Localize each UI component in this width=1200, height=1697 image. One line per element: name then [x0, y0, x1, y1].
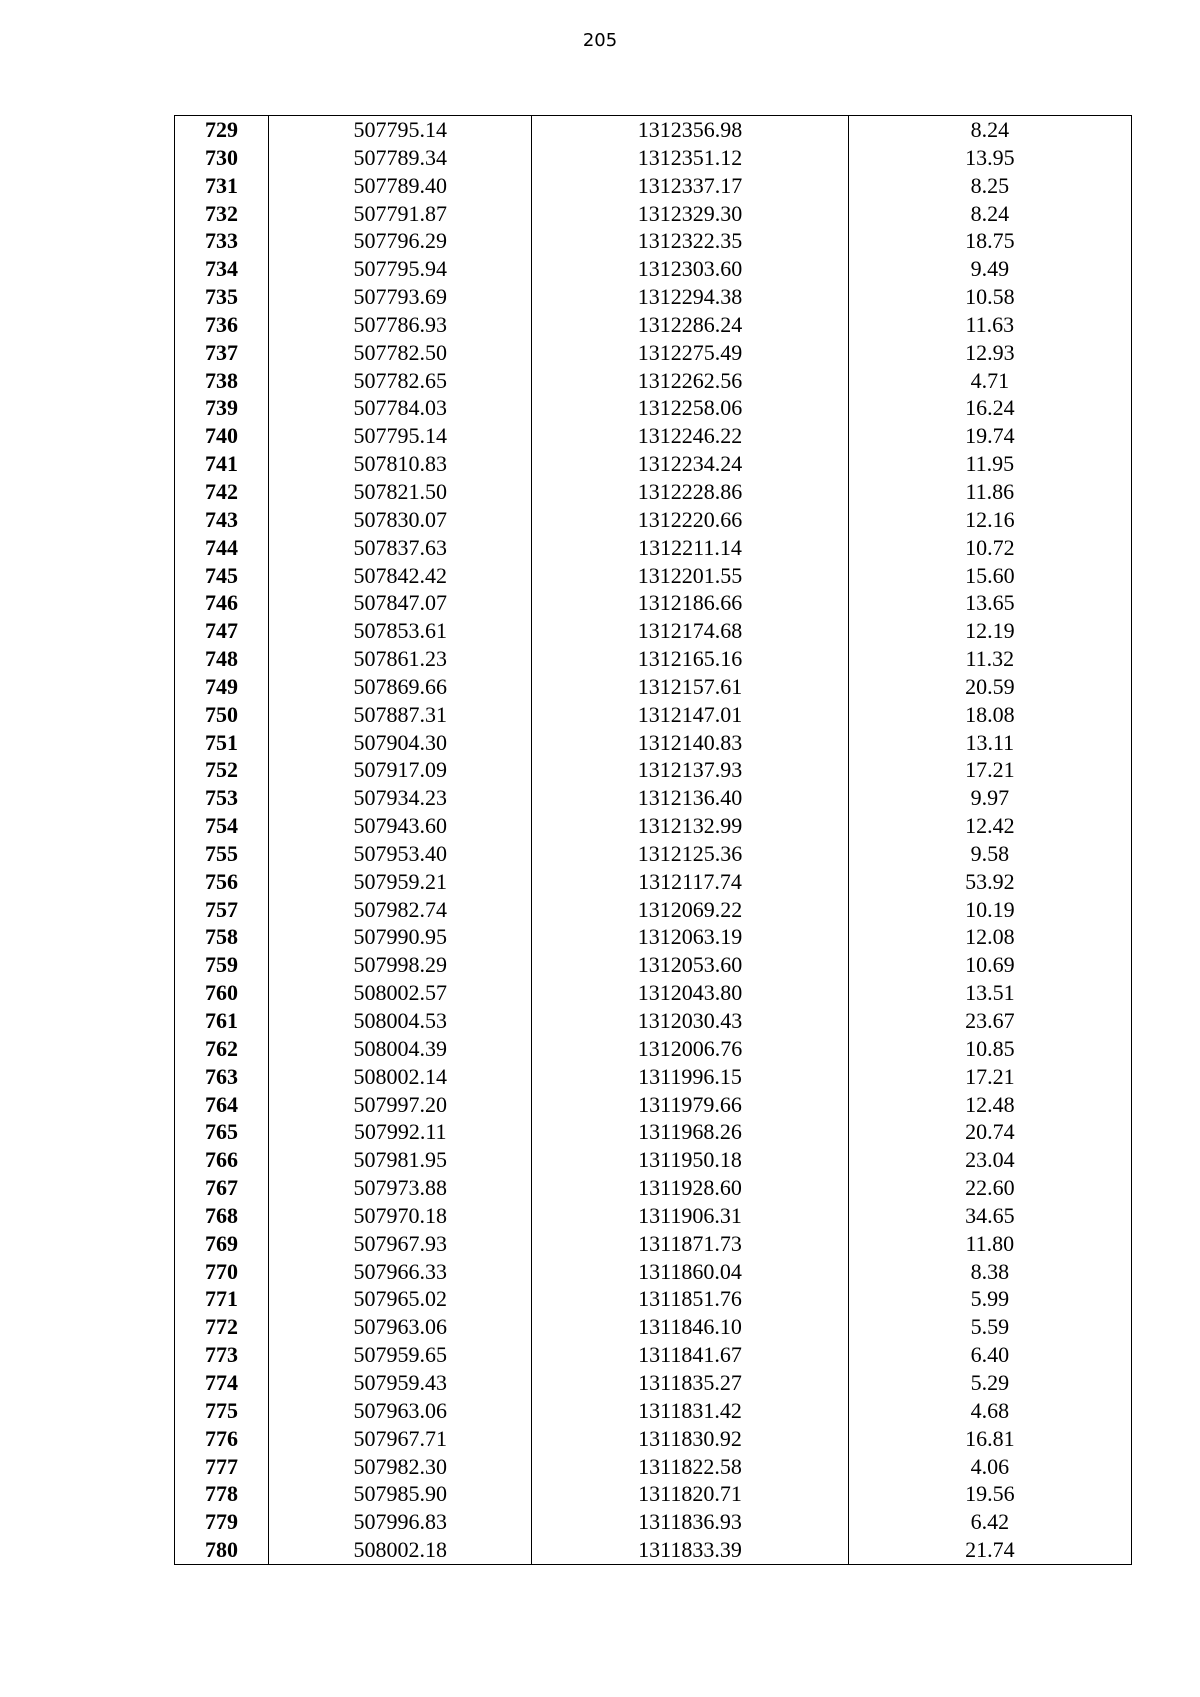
page-number: 205 [582, 30, 618, 51]
x-coordinate-cell: 507795.14 [269, 116, 532, 144]
y-coordinate-cell: 1311996.15 [532, 1063, 848, 1091]
x-coordinate-cell: 507990.95 [269, 923, 532, 951]
distance-cell: 12.48 [848, 1091, 1131, 1119]
x-coordinate-cell: 507985.90 [269, 1480, 532, 1508]
point-number-cell: 775 [175, 1397, 269, 1425]
table-row [175, 478, 1132, 506]
x-coordinate-cell: 507982.30 [269, 1453, 532, 1481]
x-coordinate-cell: 507782.65 [269, 367, 532, 395]
table-row [175, 840, 1132, 868]
y-coordinate-cell: 1312136.40 [532, 784, 848, 812]
y-coordinate-cell: 1311831.42 [532, 1397, 848, 1425]
table-row [175, 339, 1132, 367]
y-coordinate-cell: 1312006.76 [532, 1035, 848, 1063]
point-number-cell: 729 [175, 116, 269, 144]
x-coordinate-cell: 508002.14 [269, 1063, 532, 1091]
distance-cell: 9.58 [848, 840, 1131, 868]
y-coordinate-cell: 1311841.67 [532, 1341, 848, 1369]
x-coordinate-cell: 507953.40 [269, 840, 532, 868]
distance-cell: 11.32 [848, 645, 1131, 673]
y-coordinate-cell: 1312234.24 [532, 450, 848, 478]
distance-cell: 6.42 [848, 1508, 1131, 1536]
x-coordinate-cell: 508002.57 [269, 979, 532, 1007]
table-row [175, 1536, 1132, 1564]
point-number-cell: 748 [175, 645, 269, 673]
table-row [175, 562, 1132, 590]
x-coordinate-cell: 507810.83 [269, 450, 532, 478]
table-row [175, 1091, 1132, 1119]
y-coordinate-cell: 1312322.35 [532, 227, 848, 255]
y-coordinate-cell: 1311906.31 [532, 1202, 848, 1230]
distance-cell: 18.08 [848, 701, 1131, 729]
x-coordinate-cell: 507967.93 [269, 1230, 532, 1258]
y-coordinate-cell: 1312140.83 [532, 729, 848, 757]
distance-cell: 5.99 [848, 1285, 1131, 1313]
table-row [175, 1369, 1132, 1397]
distance-cell: 21.74 [848, 1536, 1131, 1564]
distance-cell: 22.60 [848, 1174, 1131, 1202]
table-row [175, 701, 1132, 729]
table-row [175, 1258, 1132, 1286]
point-number-cell: 752 [175, 756, 269, 784]
distance-cell: 12.19 [848, 617, 1131, 645]
point-number-cell: 747 [175, 617, 269, 645]
y-coordinate-cell: 1312246.22 [532, 422, 848, 450]
point-number-cell: 739 [175, 394, 269, 422]
x-coordinate-cell: 507869.66 [269, 673, 532, 701]
table-row [175, 116, 1132, 144]
y-coordinate-cell: 1312125.36 [532, 840, 848, 868]
y-coordinate-cell: 1312258.06 [532, 394, 848, 422]
y-coordinate-cell: 1312132.99 [532, 812, 848, 840]
distance-cell: 17.21 [848, 756, 1131, 784]
y-coordinate-cell: 1312303.60 [532, 255, 848, 283]
y-coordinate-cell: 1312165.16 [532, 645, 848, 673]
point-number-cell: 733 [175, 227, 269, 255]
distance-cell: 9.49 [848, 255, 1131, 283]
point-number-cell: 779 [175, 1508, 269, 1536]
x-coordinate-cell: 507847.07 [269, 589, 532, 617]
table-row [175, 367, 1132, 395]
point-number-cell: 736 [175, 311, 269, 339]
point-number-cell: 778 [175, 1480, 269, 1508]
distance-cell: 12.93 [848, 339, 1131, 367]
y-coordinate-cell: 1311846.10 [532, 1313, 848, 1341]
y-coordinate-cell: 1312337.17 [532, 172, 848, 200]
y-coordinate-cell: 1312030.43 [532, 1007, 848, 1035]
x-coordinate-cell: 508004.53 [269, 1007, 532, 1035]
y-coordinate-cell: 1312186.66 [532, 589, 848, 617]
table-row [175, 1425, 1132, 1453]
distance-cell: 19.74 [848, 422, 1131, 450]
x-coordinate-cell: 507861.23 [269, 645, 532, 673]
point-number-cell: 749 [175, 673, 269, 701]
distance-cell: 53.92 [848, 868, 1131, 896]
distance-cell: 34.65 [848, 1202, 1131, 1230]
distance-cell: 5.29 [848, 1369, 1131, 1397]
x-coordinate-cell: 507821.50 [269, 478, 532, 506]
distance-cell: 5.59 [848, 1313, 1131, 1341]
x-coordinate-cell: 507837.63 [269, 534, 532, 562]
table-row [175, 255, 1132, 283]
point-number-cell: 761 [175, 1007, 269, 1035]
distance-cell: 20.59 [848, 673, 1131, 701]
y-coordinate-cell: 1312174.68 [532, 617, 848, 645]
y-coordinate-cell: 1312201.55 [532, 562, 848, 590]
point-number-cell: 767 [175, 1174, 269, 1202]
point-number-cell: 758 [175, 923, 269, 951]
table-row [175, 729, 1132, 757]
table-row [175, 589, 1132, 617]
coordinates-table-body [175, 116, 1132, 1565]
table-row [175, 200, 1132, 228]
point-number-cell: 737 [175, 339, 269, 367]
y-coordinate-cell: 1311968.26 [532, 1118, 848, 1146]
table-row [175, 227, 1132, 255]
x-coordinate-cell: 507966.33 [269, 1258, 532, 1286]
x-coordinate-cell: 507904.30 [269, 729, 532, 757]
x-coordinate-cell: 507997.20 [269, 1091, 532, 1119]
distance-cell: 4.06 [848, 1453, 1131, 1481]
y-coordinate-cell: 1312329.30 [532, 200, 848, 228]
point-number-cell: 742 [175, 478, 269, 506]
point-number-cell: 756 [175, 868, 269, 896]
y-coordinate-cell: 1312053.60 [532, 951, 848, 979]
x-coordinate-cell: 507784.03 [269, 394, 532, 422]
distance-cell: 10.58 [848, 283, 1131, 311]
y-coordinate-cell: 1311833.39 [532, 1536, 848, 1564]
point-number-cell: 760 [175, 979, 269, 1007]
table-row [175, 951, 1132, 979]
point-number-cell: 746 [175, 589, 269, 617]
point-number-cell: 777 [175, 1453, 269, 1481]
distance-cell: 10.19 [848, 896, 1131, 924]
distance-cell: 13.51 [848, 979, 1131, 1007]
point-number-cell: 776 [175, 1425, 269, 1453]
y-coordinate-cell: 1311830.92 [532, 1425, 848, 1453]
y-coordinate-cell: 1312275.49 [532, 339, 848, 367]
distance-cell: 15.60 [848, 562, 1131, 590]
table-row [175, 896, 1132, 924]
table-row [175, 1230, 1132, 1258]
table-row [175, 1035, 1132, 1063]
point-number-cell: 780 [175, 1536, 269, 1564]
table-row [175, 1341, 1132, 1369]
distance-cell: 12.08 [848, 923, 1131, 951]
table-row [175, 1453, 1132, 1481]
table-row [175, 144, 1132, 172]
x-coordinate-cell: 508004.39 [269, 1035, 532, 1063]
table-row [175, 394, 1132, 422]
distance-cell: 10.85 [848, 1035, 1131, 1063]
y-coordinate-cell: 1311820.71 [532, 1480, 848, 1508]
table-row [175, 1397, 1132, 1425]
y-coordinate-cell: 1312069.22 [532, 896, 848, 924]
x-coordinate-cell: 507853.61 [269, 617, 532, 645]
table-row [175, 1146, 1132, 1174]
x-coordinate-cell: 507996.83 [269, 1508, 532, 1536]
point-number-cell: 738 [175, 367, 269, 395]
distance-cell: 9.97 [848, 784, 1131, 812]
y-coordinate-cell: 1312351.12 [532, 144, 848, 172]
x-coordinate-cell: 507943.60 [269, 812, 532, 840]
distance-cell: 4.68 [848, 1397, 1131, 1425]
y-coordinate-cell: 1312157.61 [532, 673, 848, 701]
table-row [175, 1118, 1132, 1146]
y-coordinate-cell: 1312228.86 [532, 478, 848, 506]
point-number-cell: 745 [175, 562, 269, 590]
y-coordinate-cell: 1312220.66 [532, 506, 848, 534]
point-number-cell: 734 [175, 255, 269, 283]
table-row [175, 1285, 1132, 1313]
y-coordinate-cell: 1312286.24 [532, 311, 848, 339]
y-coordinate-cell: 1312262.56 [532, 367, 848, 395]
point-number-cell: 751 [175, 729, 269, 757]
point-number-cell: 731 [175, 172, 269, 200]
table-row [175, 1063, 1132, 1091]
distance-cell: 23.04 [848, 1146, 1131, 1174]
x-coordinate-cell: 507782.50 [269, 339, 532, 367]
point-number-cell: 774 [175, 1369, 269, 1397]
x-coordinate-cell: 507970.18 [269, 1202, 532, 1230]
x-coordinate-cell: 507796.29 [269, 227, 532, 255]
table-row [175, 534, 1132, 562]
distance-cell: 19.56 [848, 1480, 1131, 1508]
distance-cell: 11.95 [848, 450, 1131, 478]
table-row [175, 311, 1132, 339]
distance-cell: 11.63 [848, 311, 1131, 339]
y-coordinate-cell: 1311871.73 [532, 1230, 848, 1258]
y-coordinate-cell: 1312043.80 [532, 979, 848, 1007]
table-row [175, 506, 1132, 534]
x-coordinate-cell: 507842.42 [269, 562, 532, 590]
point-number-cell: 768 [175, 1202, 269, 1230]
point-number-cell: 741 [175, 450, 269, 478]
point-number-cell: 773 [175, 1341, 269, 1369]
y-coordinate-cell: 1312356.98 [532, 116, 848, 144]
distance-cell: 18.75 [848, 227, 1131, 255]
y-coordinate-cell: 1311860.04 [532, 1258, 848, 1286]
x-coordinate-cell: 508002.18 [269, 1536, 532, 1564]
y-coordinate-cell: 1312137.93 [532, 756, 848, 784]
distance-cell: 16.81 [848, 1425, 1131, 1453]
distance-cell: 11.86 [848, 478, 1131, 506]
table-row [175, 645, 1132, 673]
distance-cell: 10.72 [848, 534, 1131, 562]
x-coordinate-cell: 507959.21 [269, 868, 532, 896]
x-coordinate-cell: 507793.69 [269, 283, 532, 311]
y-coordinate-cell: 1312117.74 [532, 868, 848, 896]
x-coordinate-cell: 507992.11 [269, 1118, 532, 1146]
table-row [175, 979, 1132, 1007]
table-row [175, 1508, 1132, 1536]
point-number-cell: 740 [175, 422, 269, 450]
distance-cell: 10.69 [848, 951, 1131, 979]
x-coordinate-cell: 507963.06 [269, 1397, 532, 1425]
table-row [175, 1007, 1132, 1035]
table-row [175, 172, 1132, 200]
table-row [175, 673, 1132, 701]
y-coordinate-cell: 1311851.76 [532, 1285, 848, 1313]
x-coordinate-cell: 507981.95 [269, 1146, 532, 1174]
point-number-cell: 730 [175, 144, 269, 172]
distance-cell: 16.24 [848, 394, 1131, 422]
point-number-cell: 743 [175, 506, 269, 534]
distance-cell: 8.25 [848, 172, 1131, 200]
x-coordinate-cell: 507965.02 [269, 1285, 532, 1313]
table-row [175, 617, 1132, 645]
table-row [175, 1313, 1132, 1341]
x-coordinate-cell: 507959.43 [269, 1369, 532, 1397]
table-row [175, 868, 1132, 896]
table-row [175, 1174, 1132, 1202]
distance-cell: 8.38 [848, 1258, 1131, 1286]
point-number-cell: 744 [175, 534, 269, 562]
distance-cell: 13.65 [848, 589, 1131, 617]
y-coordinate-cell: 1311979.66 [532, 1091, 848, 1119]
x-coordinate-cell: 507789.40 [269, 172, 532, 200]
point-number-cell: 763 [175, 1063, 269, 1091]
distance-cell: 13.95 [848, 144, 1131, 172]
x-coordinate-cell: 507917.09 [269, 756, 532, 784]
table-row [175, 450, 1132, 478]
y-coordinate-cell: 1311822.58 [532, 1453, 848, 1481]
distance-cell: 17.21 [848, 1063, 1131, 1091]
table-row [175, 756, 1132, 784]
point-number-cell: 770 [175, 1258, 269, 1286]
point-number-cell: 772 [175, 1313, 269, 1341]
distance-cell: 20.74 [848, 1118, 1131, 1146]
x-coordinate-cell: 507789.34 [269, 144, 532, 172]
coordinates-table [174, 115, 1132, 1565]
point-number-cell: 754 [175, 812, 269, 840]
x-coordinate-cell: 507934.23 [269, 784, 532, 812]
y-coordinate-cell: 1312211.14 [532, 534, 848, 562]
point-number-cell: 759 [175, 951, 269, 979]
x-coordinate-cell: 507963.06 [269, 1313, 532, 1341]
point-number-cell: 762 [175, 1035, 269, 1063]
table-row [175, 1202, 1132, 1230]
point-number-cell: 765 [175, 1118, 269, 1146]
y-coordinate-cell: 1311836.93 [532, 1508, 848, 1536]
x-coordinate-cell: 507967.71 [269, 1425, 532, 1453]
x-coordinate-cell: 507791.87 [269, 200, 532, 228]
point-number-cell: 755 [175, 840, 269, 868]
point-number-cell: 769 [175, 1230, 269, 1258]
x-coordinate-cell: 507795.14 [269, 422, 532, 450]
x-coordinate-cell: 507830.07 [269, 506, 532, 534]
distance-cell: 13.11 [848, 729, 1131, 757]
point-number-cell: 753 [175, 784, 269, 812]
x-coordinate-cell: 507973.88 [269, 1174, 532, 1202]
table-row [175, 422, 1132, 450]
y-coordinate-cell: 1311835.27 [532, 1369, 848, 1397]
y-coordinate-cell: 1311950.18 [532, 1146, 848, 1174]
table-row [175, 812, 1132, 840]
x-coordinate-cell: 507786.93 [269, 311, 532, 339]
x-coordinate-cell: 507795.94 [269, 255, 532, 283]
point-number-cell: 757 [175, 896, 269, 924]
distance-cell: 12.16 [848, 506, 1131, 534]
y-coordinate-cell: 1311928.60 [532, 1174, 848, 1202]
x-coordinate-cell: 507887.31 [269, 701, 532, 729]
x-coordinate-cell: 507982.74 [269, 896, 532, 924]
point-number-cell: 766 [175, 1146, 269, 1174]
x-coordinate-cell: 507998.29 [269, 951, 532, 979]
distance-cell: 12.42 [848, 812, 1131, 840]
distance-cell: 8.24 [848, 200, 1131, 228]
table-row [175, 283, 1132, 311]
distance-cell: 4.71 [848, 367, 1131, 395]
distance-cell: 6.40 [848, 1341, 1131, 1369]
point-number-cell: 750 [175, 701, 269, 729]
point-number-cell: 735 [175, 283, 269, 311]
table-row [175, 923, 1132, 951]
y-coordinate-cell: 1312147.01 [532, 701, 848, 729]
distance-cell: 23.67 [848, 1007, 1131, 1035]
point-number-cell: 732 [175, 200, 269, 228]
table-row [175, 1480, 1132, 1508]
point-number-cell: 764 [175, 1091, 269, 1119]
table-row [175, 784, 1132, 812]
y-coordinate-cell: 1312294.38 [532, 283, 848, 311]
y-coordinate-cell: 1312063.19 [532, 923, 848, 951]
x-coordinate-cell: 507959.65 [269, 1341, 532, 1369]
distance-cell: 11.80 [848, 1230, 1131, 1258]
distance-cell: 8.24 [848, 116, 1131, 144]
point-number-cell: 771 [175, 1285, 269, 1313]
